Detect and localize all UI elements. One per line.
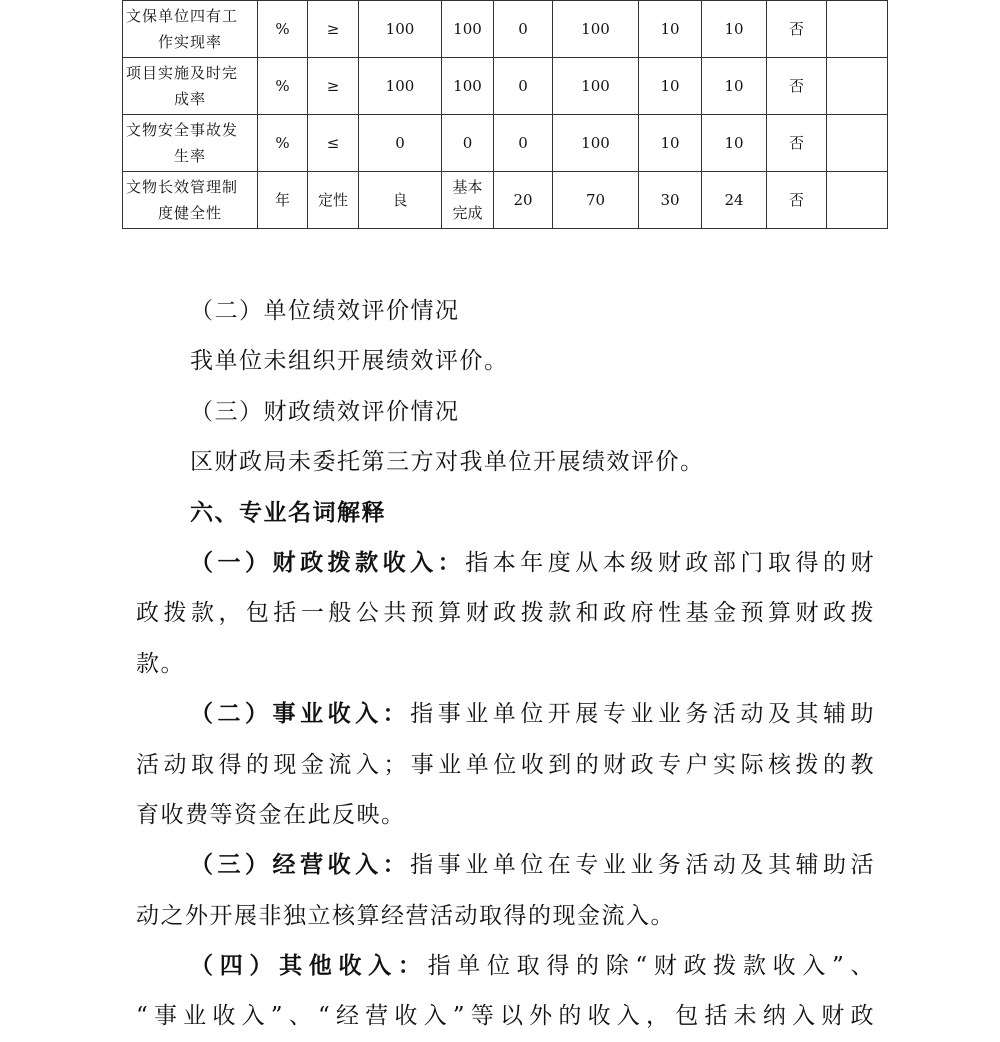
term-label: （三）经营收入： [190, 851, 411, 879]
cell-c3: 0 [494, 115, 553, 172]
cell-c2-text: 基本完成 [452, 178, 483, 222]
cell-c6: 10 [702, 1, 767, 58]
cell-unit: % [258, 1, 308, 58]
cell-c8 [827, 172, 888, 229]
cell-c5: 30 [639, 172, 702, 229]
cell-c4: 70 [553, 172, 639, 229]
cell-c8 [827, 58, 888, 115]
cell-c1: 良 [359, 172, 442, 229]
cell-op: ≥ [308, 58, 359, 115]
indicator-name-line: 成率 [173, 90, 206, 108]
term-label: （二）事业收入： [190, 700, 411, 728]
table-row [123, 1, 888, 58]
cell-c5: 10 [639, 1, 702, 58]
cell-c1: 100 [359, 58, 442, 115]
term-line: “事业收入”、“经营收入”等以外的收入，包括未纳入财政 [136, 1003, 875, 1030]
section-heading: （三）财政绩效评价情况 [190, 398, 460, 425]
cell-c5: 10 [639, 115, 702, 172]
term-line [136, 941, 875, 991]
term-text: 指本年度从本级财政部门取得的财 [465, 549, 876, 576]
term-text: 指事业单位开展专业业务活动及其辅助 [410, 701, 876, 728]
cell-c2: 100 [442, 58, 494, 115]
cell-c5: 10 [639, 58, 702, 115]
cell-c2: 0 [442, 115, 494, 172]
term-line [136, 689, 875, 739]
term-line: 政拨款，包括一般公共预算财政拨款和政府性基金预算财政拨 [136, 600, 875, 627]
indicator-name-line: 文物安全事故发 [126, 121, 239, 139]
indicator-name [123, 58, 258, 115]
paragraph: 我单位未组织开展绩效评价。 [190, 348, 509, 375]
indicator-name [123, 172, 258, 229]
term-line [136, 538, 875, 588]
table-row [123, 115, 888, 172]
section-heading: （二）单位绩效评价情况 [190, 298, 460, 324]
indicator-name [123, 1, 258, 58]
indicator-name [123, 115, 258, 172]
cell-unit: % [258, 115, 308, 172]
cell-c3: 0 [494, 1, 553, 58]
term-line [136, 840, 875, 890]
cell-unit: % [258, 58, 308, 115]
indicator-name-line: 文保单位四有工 [126, 7, 239, 25]
cell-c1: 100 [359, 1, 442, 58]
cell-c8 [827, 115, 888, 172]
table-row [123, 172, 888, 229]
term-text: 指单位取得的除“财政拨款收入”、 [427, 953, 875, 980]
cell-c4: 100 [553, 1, 639, 58]
term-label: （一）财政拨款收入： [190, 548, 466, 576]
term-line: 活动取得的现金流入；事业单位收到的财政专户实际核拨的教 [136, 751, 875, 778]
term-text: 指事业单位在专业业务活动及其辅助活 [410, 852, 876, 879]
performance-indicator-table [122, 0, 888, 229]
cell-c8 [827, 1, 888, 58]
cell-c7: 否 [767, 115, 827, 172]
cell-c3: 0 [494, 58, 553, 115]
cell-c4: 100 [553, 115, 639, 172]
indicator-name-line: 生率 [173, 147, 206, 165]
term-line: 款。 [136, 650, 185, 677]
cell-c7: 否 [767, 172, 827, 229]
cell-unit: 年 [258, 172, 308, 229]
cell-c3: 20 [494, 172, 553, 229]
cell-op: ≥ [308, 1, 359, 58]
cell-c6: 24 [702, 172, 767, 229]
indicator-name-line: 项目实施及时完 [126, 64, 239, 82]
term-line: 动之外开展非独立核算经营活动取得的现金流入。 [136, 902, 675, 929]
cell-c4: 100 [553, 58, 639, 115]
cell-c6: 10 [702, 115, 767, 172]
cell-c7: 否 [767, 58, 827, 115]
document-body [136, 286, 875, 1042]
term-label: （四）其他收入： [190, 952, 428, 980]
cell-c6: 10 [702, 58, 767, 115]
cell-op: ≤ [308, 115, 359, 172]
indicator-name-line: 文物长效管理制 [126, 178, 239, 196]
cell-c7: 否 [767, 1, 827, 58]
cell-c1: 0 [359, 115, 442, 172]
indicator-name-line: 作实现率 [157, 33, 222, 51]
cell-op: 定性 [308, 172, 359, 229]
term-line: 育收费等资金在此反映。 [136, 801, 406, 828]
chapter-heading: 六、专业名词解释 [190, 498, 386, 526]
table-row [123, 58, 888, 115]
paragraph: 区财政局未委托第三方对我单位开展绩效评价。 [190, 449, 705, 476]
indicator-name-line: 度健全性 [157, 204, 222, 222]
cell-c2 [442, 172, 494, 229]
cell-c2: 100 [442, 1, 494, 58]
